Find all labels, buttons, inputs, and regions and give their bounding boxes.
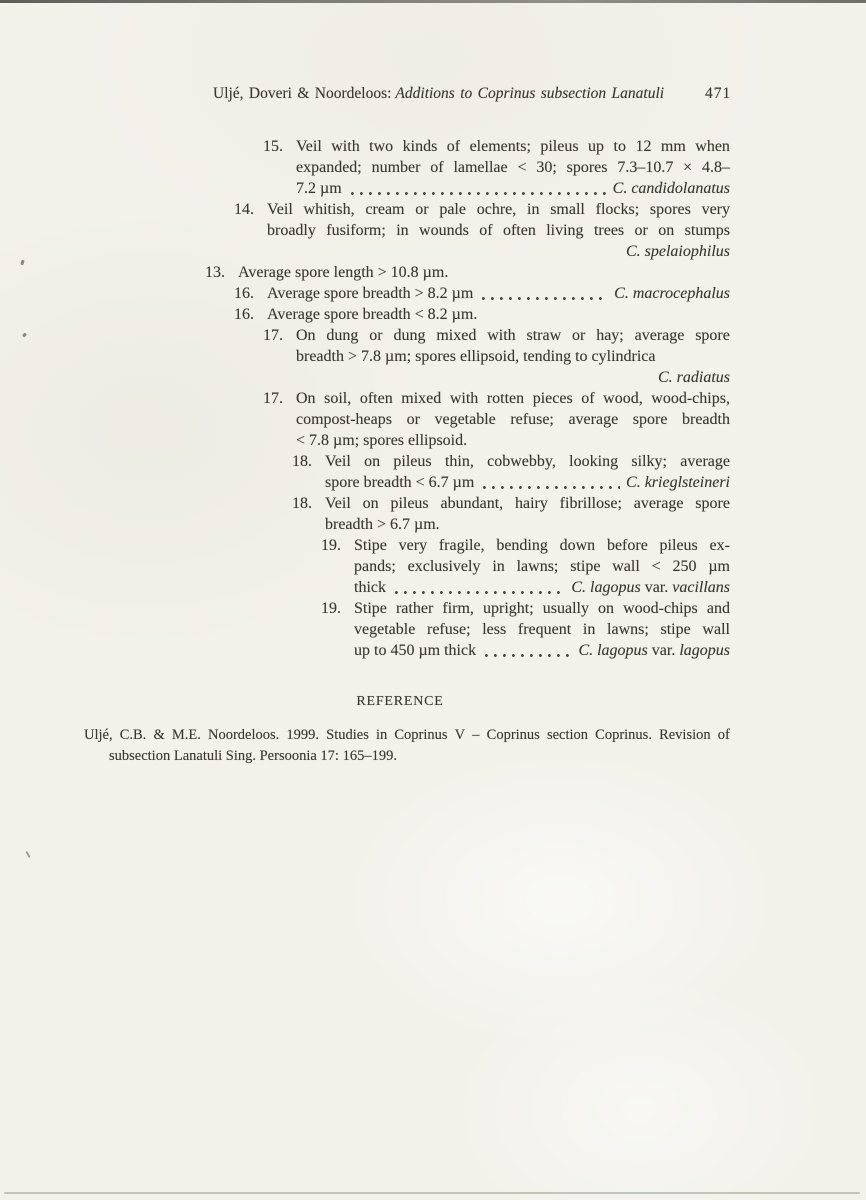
word: pileus <box>390 495 429 512</box>
key-line <box>354 535 730 556</box>
word: thin, <box>444 453 474 470</box>
running-head-authors: Uljé, Doveri & Noordeloos: <box>213 85 392 102</box>
word: pileus <box>393 453 432 470</box>
scan-edge-bottom <box>4 1192 860 1194</box>
dot-leader <box>481 472 620 493</box>
word: in <box>396 222 409 239</box>
key-item-number: 18. <box>292 495 312 512</box>
word: lawns; <box>607 621 649 638</box>
word: Noordeloos. <box>207 727 280 743</box>
word: broadly <box>267 222 316 239</box>
word: with <box>487 327 516 344</box>
word: less <box>482 621 507 638</box>
word: soil, <box>324 390 352 407</box>
word: upright; <box>482 600 534 617</box>
word: in <box>375 727 388 743</box>
word: Coprinus. <box>595 727 652 743</box>
word: lawns; <box>516 558 559 575</box>
species-name <box>571 577 730 598</box>
word: whitish, <box>303 201 355 218</box>
word: pileus <box>540 138 579 155</box>
word: 1999. <box>286 727 320 743</box>
word: 4.8– <box>702 159 730 176</box>
key-item <box>321 535 730 598</box>
key-item-number: 17. <box>263 327 283 344</box>
word: Uljé, <box>84 727 113 743</box>
species-name <box>613 178 730 199</box>
word: on <box>362 495 379 512</box>
word: wall <box>702 621 730 638</box>
key-item-number: 17. <box>263 390 283 407</box>
species-epithet: vacillans <box>672 579 730 596</box>
word: average <box>633 495 684 512</box>
key-item-number: 14. <box>234 201 254 218</box>
word: in <box>527 201 540 218</box>
word: dung <box>326 327 359 344</box>
word: Stipe <box>354 600 387 617</box>
word: two <box>369 138 394 155</box>
word: stumps <box>684 222 730 239</box>
species-epithet: lagopus <box>679 642 730 659</box>
page-number: 471 <box>705 85 732 102</box>
key-line <box>325 472 730 493</box>
identification-key <box>0 136 866 661</box>
word: or <box>634 222 648 239</box>
word: µm <box>708 558 730 575</box>
word: Veil <box>296 138 322 155</box>
word: mixed <box>401 390 442 407</box>
dot-leader <box>480 283 608 304</box>
word: expanded; <box>296 159 362 176</box>
word: mm <box>660 138 686 155</box>
key-line <box>296 367 730 388</box>
word: straw <box>526 327 562 344</box>
key-line <box>354 619 730 640</box>
species-name <box>614 283 730 304</box>
word: breadth <box>682 411 730 428</box>
species-name <box>578 640 730 661</box>
leader-text: spore breadth < 6.7 µm <box>325 474 475 491</box>
reference-line <box>84 725 730 746</box>
word: 30; <box>536 159 557 176</box>
word: Coprinus <box>394 727 448 743</box>
word: bending <box>496 537 548 554</box>
word: & <box>153 727 165 743</box>
word: ochre, <box>476 201 517 218</box>
word: number <box>371 159 421 176</box>
word: C.B. <box>119 727 147 743</box>
word: in <box>492 558 505 575</box>
word: frequent <box>517 621 572 638</box>
word: or <box>415 201 429 218</box>
key-line <box>296 178 730 199</box>
word: section <box>546 727 589 743</box>
leader-text: up to 450 µm thick <box>354 642 477 659</box>
word: silky; <box>631 453 667 470</box>
word: On <box>296 390 316 407</box>
word: pands; <box>354 558 396 575</box>
word: rather <box>395 600 434 617</box>
word: of <box>479 222 493 239</box>
species-epithet: C. candidolanatus <box>612 180 730 197</box>
word: Coprinus <box>486 727 540 743</box>
key-line <box>267 199 730 220</box>
word: pieces <box>532 390 573 407</box>
species-name <box>626 472 730 493</box>
word: ex- <box>709 537 730 554</box>
key-item <box>234 283 730 304</box>
species-epithet: C. lagopus <box>578 642 648 659</box>
key-line: breadth > 7.8 µm; spores ellipsoid, tending to cylindrica <box>296 348 656 365</box>
word: V <box>454 727 466 743</box>
key-item <box>263 325 730 388</box>
word: average <box>634 327 685 344</box>
word: 12 <box>635 138 652 155</box>
key-line <box>354 598 730 619</box>
key-item <box>205 262 730 283</box>
species-name <box>658 369 730 386</box>
word: spore <box>695 327 730 344</box>
word: Veil <box>325 495 351 512</box>
word: × <box>683 159 693 176</box>
word: < <box>651 558 661 575</box>
word: pileus <box>659 537 698 554</box>
word: kinds <box>402 138 438 155</box>
key-item-number: 13. <box>205 264 225 281</box>
reference-entry <box>84 725 730 767</box>
word: or <box>572 327 586 344</box>
word: with <box>331 138 360 155</box>
running-head-title: Additions to Coprinus subsection Lanatuli <box>395 85 665 102</box>
running-header <box>0 85 866 107</box>
word: usually <box>542 600 589 617</box>
species-rank: var. <box>647 642 680 659</box>
word: in <box>582 621 596 638</box>
word: spores <box>649 201 691 218</box>
word: often <box>359 390 393 407</box>
dot-leader <box>393 577 565 598</box>
key-line <box>354 556 730 577</box>
leader-text: thick <box>354 579 386 596</box>
word: average <box>568 411 619 428</box>
word: < <box>517 159 527 176</box>
word: wood-chips, <box>651 390 730 407</box>
word: hairy <box>514 495 548 512</box>
word: of <box>446 138 461 155</box>
word: of <box>717 727 730 743</box>
scan-artifact <box>25 851 30 858</box>
key-line <box>296 325 730 346</box>
word: wounds <box>419 222 469 239</box>
word: refuse; <box>510 411 554 428</box>
species-epithet: C. krieglsteineri <box>626 474 730 491</box>
word: mixed <box>436 327 477 344</box>
word: 250 <box>672 558 697 575</box>
key-item-number: 19. <box>321 600 341 617</box>
species-epithet: C. macrocephalus <box>614 285 730 302</box>
key-line <box>296 136 730 157</box>
dot-leader <box>483 640 572 661</box>
word: fibrillose; <box>559 495 622 512</box>
word: spore <box>695 495 730 512</box>
word: or <box>369 327 383 344</box>
word: on <box>364 453 381 470</box>
word: wall <box>612 558 640 575</box>
word: very <box>701 201 730 218</box>
word: refuse; <box>426 621 471 638</box>
word: before <box>606 537 648 554</box>
key-item-number: 16. <box>234 306 254 323</box>
word: when <box>695 138 730 155</box>
key-item-number: 16. <box>234 285 254 302</box>
species-epithet: C. spelaiophilus <box>625 243 730 260</box>
word: firm, <box>442 600 474 617</box>
key-line <box>296 388 730 409</box>
word: to <box>613 138 626 155</box>
word: looking <box>569 453 619 470</box>
word: vegetable <box>354 621 416 638</box>
word: hay; <box>596 327 624 344</box>
word: average <box>680 453 730 470</box>
key-line: breadth > 6.7 µm. <box>325 516 440 533</box>
word: spores <box>566 159 608 176</box>
word: on <box>658 222 675 239</box>
word: very <box>398 537 428 554</box>
word: of <box>581 390 595 407</box>
word: Stipe <box>354 537 387 554</box>
word: flocks; <box>595 201 640 218</box>
word: On <box>296 327 316 344</box>
key-line <box>267 283 730 304</box>
key-item-number: 19. <box>321 537 341 554</box>
word: lamellae <box>453 159 508 176</box>
key-line <box>296 409 730 430</box>
species-epithet: C. radiatus <box>657 369 730 386</box>
word: fragile, <box>438 537 485 554</box>
word: stipe <box>660 621 691 638</box>
species-name <box>626 243 730 260</box>
word: wood-chips <box>623 600 698 617</box>
key-line <box>325 451 730 472</box>
word: with <box>449 390 479 407</box>
word: – <box>472 727 480 743</box>
key-item <box>292 451 730 493</box>
word: exclusively <box>407 558 481 575</box>
key-item <box>321 598 730 661</box>
word: Revision <box>659 727 711 743</box>
key-item <box>263 136 730 199</box>
key-item-number: 18. <box>292 453 312 470</box>
word: vegetable <box>434 411 496 428</box>
key-item <box>234 199 730 262</box>
word: cobwebby, <box>487 453 556 470</box>
word: rotten <box>486 390 525 407</box>
word: compost-heaps <box>296 411 392 428</box>
reference-line: subsection Lanatuli Sing. Persoonia 17: 165–199. <box>109 748 397 764</box>
key-line: < 7.8 µm; spores ellipsoid. <box>296 432 468 449</box>
word: on <box>598 600 615 617</box>
word: down <box>559 537 596 554</box>
key-line <box>354 577 730 598</box>
species-rank: var. <box>640 579 673 596</box>
word: fusiform; <box>326 222 386 239</box>
word: cream <box>365 201 405 218</box>
species-epithet: C. lagopus <box>571 579 641 596</box>
leader-text: Average spore breadth > 8.2 µm <box>267 285 474 302</box>
word: Studies <box>326 727 369 743</box>
dot-leader <box>349 178 607 199</box>
word: 7.3–10.7 <box>617 159 674 176</box>
word: pale <box>439 201 466 218</box>
word: abundant, <box>440 495 504 512</box>
reference-heading: REFERENCE <box>356 694 444 709</box>
key-item-number: 15. <box>263 138 283 155</box>
key-line <box>325 493 730 514</box>
word: and <box>706 600 730 617</box>
key-item <box>234 304 730 325</box>
word: dung <box>393 327 426 344</box>
word: of <box>430 159 444 176</box>
key-line: Average spore breadth < 8.2 µm. <box>267 306 478 323</box>
key-line <box>267 220 730 241</box>
word: up <box>588 138 605 155</box>
word: Veil <box>267 201 293 218</box>
key-line <box>296 157 730 178</box>
key-item <box>263 388 730 451</box>
word: living <box>546 222 584 239</box>
word: stipe <box>570 558 601 575</box>
key-line: Average spore length > 10.8 µm. <box>238 264 449 281</box>
word: small <box>550 201 585 218</box>
word: or <box>406 411 420 428</box>
key-line <box>267 241 730 262</box>
word: often <box>502 222 536 239</box>
word: wood, <box>603 390 643 407</box>
running-head <box>213 85 664 103</box>
word: M.E. <box>171 727 201 743</box>
key-item <box>292 493 730 535</box>
scan-edge-top <box>0 0 866 3</box>
word: elements; <box>469 138 531 155</box>
leader-text: 7.2 µm <box>296 180 342 197</box>
key-line <box>354 640 730 661</box>
word: Veil <box>325 453 351 470</box>
word: trees <box>593 222 625 239</box>
word: spore <box>632 411 668 428</box>
